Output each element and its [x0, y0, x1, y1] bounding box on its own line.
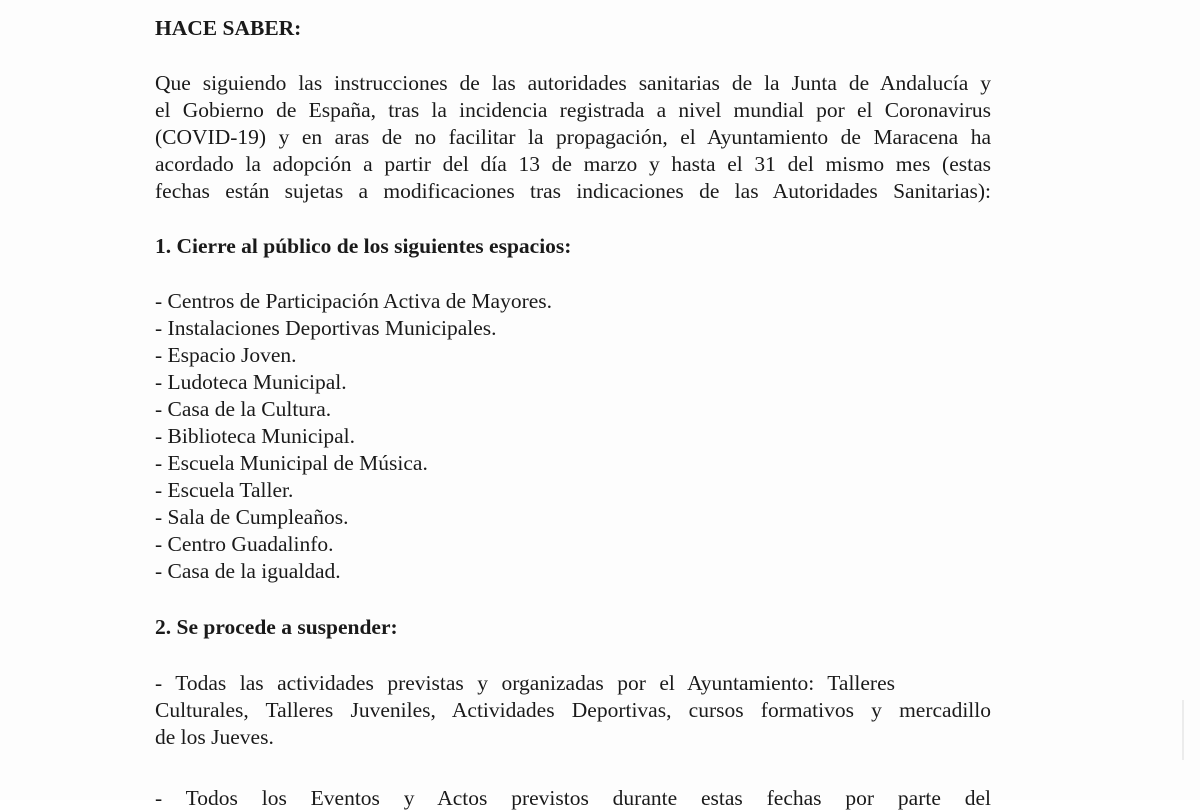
- section1-item-8: - Escuela Taller.: [155, 478, 294, 502]
- scan-edge-mark: [1182, 700, 1184, 760]
- intro-line-3: (COVID-19) y en aras de no facilitar la propagación, el Ayuntamiento de Maracena ha: [155, 125, 991, 149]
- intro-line-2: el Gobierno de España, tras la incidencia registrada a nivel mundial por el Coronavirus: [155, 98, 991, 122]
- section1-item-1: - Centros de Participación Activa de Mayores.: [155, 289, 553, 313]
- intro-line-1: Que siguiendo las instrucciones de las autoridades sanitarias de la Junta de Andalucía y: [155, 71, 991, 95]
- section2-line-1: - Todas las actividades previstas y organizadas por el Ayuntamiento: Talleres: [155, 671, 895, 695]
- section1-title: 1. Cierre al público de los siguientes espacios:: [155, 234, 572, 258]
- section1-item-2: - Instalaciones Deportivas Municipales.: [155, 316, 497, 340]
- section2-partial-line: - Todos los Eventos y Actos previstos durante estas fechas por parte del: [155, 786, 991, 810]
- section1-item-10: - Centro Guadalinfo.: [155, 532, 334, 556]
- section2-line-3: de los Jueves.: [155, 725, 274, 749]
- section1-item-5: - Casa de la Cultura.: [155, 397, 332, 421]
- section1-item-7: - Escuela Municipal de Música.: [155, 451, 428, 475]
- section1-item-6: - Biblioteca Municipal.: [155, 424, 356, 448]
- intro-line-5: fechas están sujetas a modificaciones tras indicaciones de las Autoridades Sanitarias):: [155, 179, 991, 203]
- heading-hace-saber: HACE SABER:: [155, 16, 302, 40]
- intro-line-4: acordado la adopción a partir del día 13 de marzo y hasta el 31 del mismo mes (estas: [155, 152, 991, 176]
- section2-title: 2. Se procede a suspender:: [155, 615, 398, 639]
- section1-item-11: - Casa de la igualdad.: [155, 559, 341, 583]
- section1-item-9: - Sala de Cumpleaños.: [155, 505, 349, 529]
- section2-line-2: Culturales, Talleres Juveniles, Actividades Deportivas, cursos formativos y mercadillo: [155, 698, 991, 722]
- section1-item-4: - Ludoteca Municipal.: [155, 370, 347, 394]
- section1-item-3: - Espacio Joven.: [155, 343, 297, 367]
